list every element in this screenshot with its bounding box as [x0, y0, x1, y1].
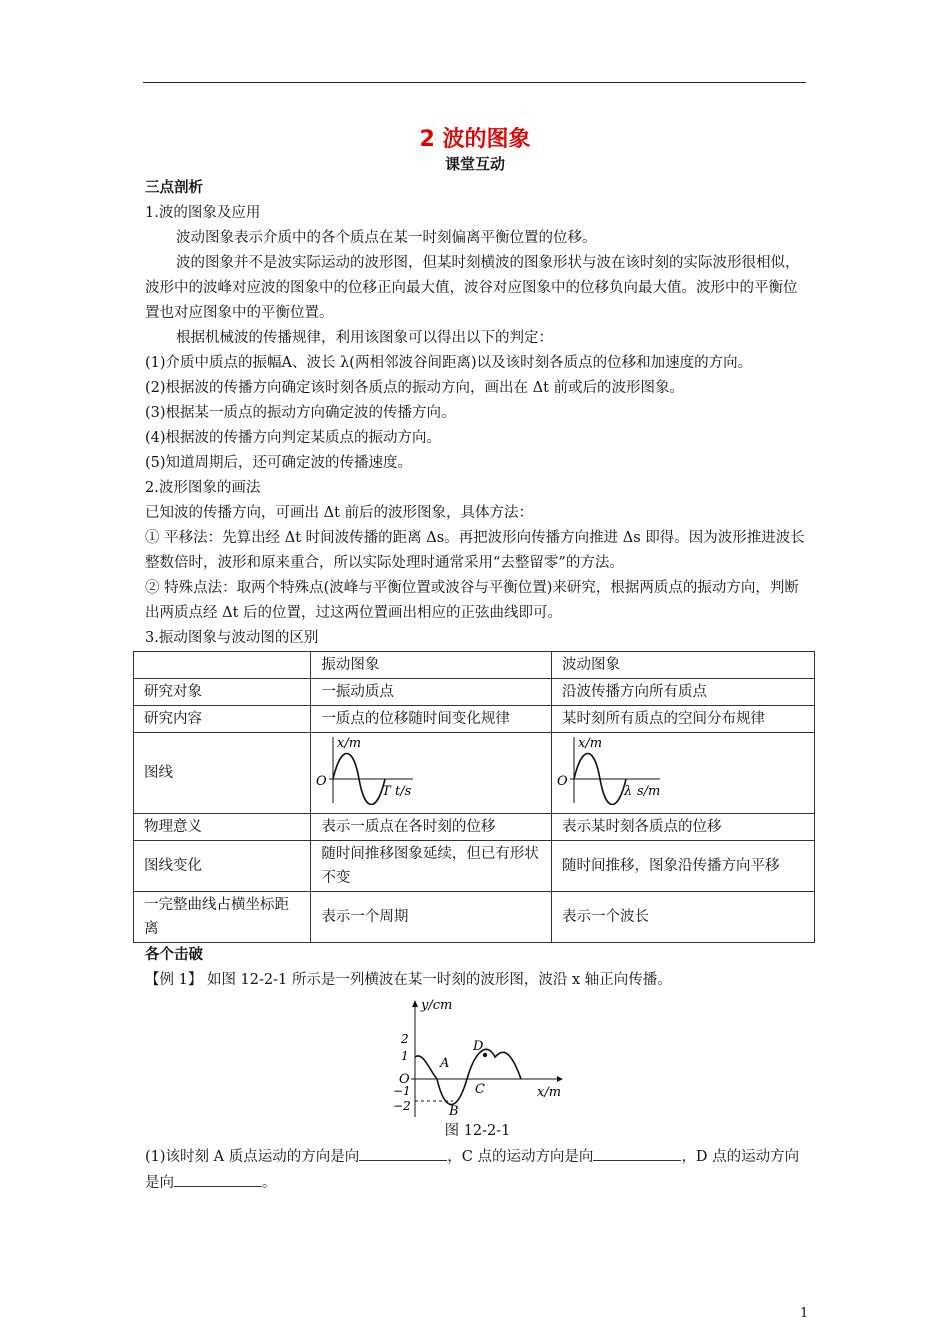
graph-ylabel: x/m [578, 736, 603, 751]
graph-xlabel: s/m [637, 784, 661, 799]
subsection-heading: 2.波形图象的画法 [145, 480, 261, 496]
figure-tick: −1 [393, 1084, 411, 1098]
table-cell [552, 733, 815, 814]
table-cell: 表示某时刻各质点的位移 [552, 814, 815, 841]
figure-tick: −2 [393, 1099, 411, 1113]
graph-mark: λ [624, 784, 633, 799]
wave-figure [385, 995, 565, 1119]
table-cell: 随时间推移，图象沿传播方向平移 [552, 841, 815, 892]
figure-tick: 1 [401, 1049, 409, 1063]
table-cell [311, 733, 552, 814]
list-item: (4)根据波的传播方向判定某质点的振动方向。 [145, 430, 442, 446]
table-cell: 随时间推移图象延续，但已有形状不变 [311, 841, 552, 892]
figure-tick: 2 [401, 1032, 409, 1046]
method-item: ① 平移法：先算出经 Δt 时间波传播的距离 Δs。再把波形向传播方向推进 Δs 即得。因为波形推进波长整数倍时，波形和原来重合，所以实际处理时通常采用“去整留零”的方法。 [145, 530, 805, 571]
page-number: 1 [800, 1306, 809, 1321]
vibration-graph [311, 733, 535, 805]
answer-blank[interactable] [593, 1144, 681, 1161]
main-content [145, 176, 810, 1196]
list-item: (3)根据某一质点的振动方向确定波的传播方向。 [145, 405, 456, 421]
question-text [145, 1144, 810, 1196]
graph-mark: T [382, 784, 392, 799]
section-heading: 各个击破 [145, 947, 203, 963]
table-cell: 表示一个波长 [552, 892, 815, 943]
table-row [134, 841, 815, 892]
table-cell: 一完整曲线占横坐标距离 [134, 892, 311, 943]
table-cell: 波动图象 [552, 652, 815, 679]
paragraph: 已知波的传播方向，可画出 Δt 前后的波形图象，具体方法： [145, 505, 534, 521]
paragraph: 波的图象并不是波实际运动的波形图，但某时刻横波的图象形状与波在该时刻的实际波形很相似，波形中的波峰对应波的图象中的位移正向最大值，波谷对应图象中的位移负向最大值。波形中的平衡位置也对应图象中的平衡位置。 [145, 255, 800, 321]
list-item: (5)知道周期后，还可确定波的传播速度。 [145, 455, 413, 471]
table-cell: 振动图象 [311, 652, 552, 679]
subsection-heading: 3.振动图象与波动图的区别 [145, 630, 319, 646]
x-axis-arrow-icon [557, 1076, 563, 1082]
page-title: 2 波的图象 [419, 127, 531, 152]
table-cell: 研究对象 [134, 679, 311, 706]
subsection-heading: 1.波的图象及应用 [145, 205, 261, 221]
table-row [134, 733, 815, 814]
question-part: ，D 点的运动方向是向 [145, 1149, 800, 1191]
paragraph: 根据机械波的传播规律，利用该图象可以得出以下的判定： [176, 330, 553, 346]
table-header-row [134, 652, 815, 679]
wave-graph [552, 733, 814, 805]
point-label: C [475, 1082, 485, 1097]
graph-origin: O [557, 774, 568, 789]
table-cell: 研究内容 [134, 706, 311, 733]
table-cell [134, 652, 311, 679]
list-item: (2)根据波的传播方向确定该时刻各质点的振动方向，画出在 Δt 前或后的波形图象。 [145, 380, 685, 396]
figure-ylabel: y/cm [421, 998, 453, 1013]
y-axis-arrow-icon [412, 1000, 418, 1007]
table-row [134, 706, 815, 733]
answer-blank[interactable] [359, 1144, 447, 1161]
question-part: (1)该时刻 A 质点运动的方向是向 [145, 1149, 360, 1165]
answer-blank[interactable] [174, 1170, 262, 1187]
figure-origin: O [399, 1072, 410, 1087]
table-row [134, 892, 815, 943]
table-cell: 表示一质点在各时刻的位移 [311, 814, 552, 841]
table-cell: 表示一个周期 [311, 892, 552, 943]
table-cell: 物理意义 [134, 814, 311, 841]
graph-ylabel: x/m [337, 736, 362, 751]
point-d-dot [483, 1053, 487, 1057]
table-cell: 某时刻所有质点的空间分布规律 [552, 706, 815, 733]
table-row [134, 679, 815, 706]
table-cell: 一质点的位移随时间变化规律 [311, 706, 552, 733]
page-subtitle: 课堂互动 [444, 155, 505, 173]
point-label: B [449, 1104, 459, 1119]
table-cell: 图线 [134, 733, 311, 814]
question-part: 。 [262, 1175, 277, 1191]
graph-xlabel: t/s [395, 784, 412, 799]
table-cell: 一振动质点 [311, 679, 552, 706]
table-row [134, 814, 815, 841]
header-rule [143, 82, 806, 83]
comparison-table [133, 651, 815, 943]
paragraph: 波动图象表示介质中的各个质点在某一时刻偏离平衡位置的位移。 [176, 230, 597, 246]
example-text: 【例 1】 如图 12-2-1 所示是一列横波在某一时刻的波形图，波沿 x 轴正向传播。 [145, 972, 672, 988]
list-item: (1)介质中质点的振幅A、波长 λ(两相邻波谷间距离)以及该时刻各质点的位移和加速度的方向。 [145, 355, 753, 371]
point-label: A [440, 1056, 450, 1071]
wave-curve [415, 1049, 521, 1104]
figure-xlabel: x/m [537, 1085, 562, 1100]
figure-caption: 图 12-2-1 [444, 1123, 511, 1139]
question-part: ，C 点的运动方向是向 [447, 1149, 594, 1165]
table-cell: 沿波传播方向所有质点 [552, 679, 815, 706]
table-cell: 图线变化 [134, 841, 311, 892]
point-label: D [473, 1039, 484, 1054]
section-heading: 三点剖析 [145, 180, 203, 196]
method-item: ② 特殊点法：取两个特殊点(波峰与平衡位置或波谷与平衡位置)来研究，根据两质点的振动方向，判断出两质点经 Δt 后的位置，过这两位置画出相应的正弦曲线即可。 [145, 580, 799, 621]
graph-origin: O [316, 774, 328, 789]
